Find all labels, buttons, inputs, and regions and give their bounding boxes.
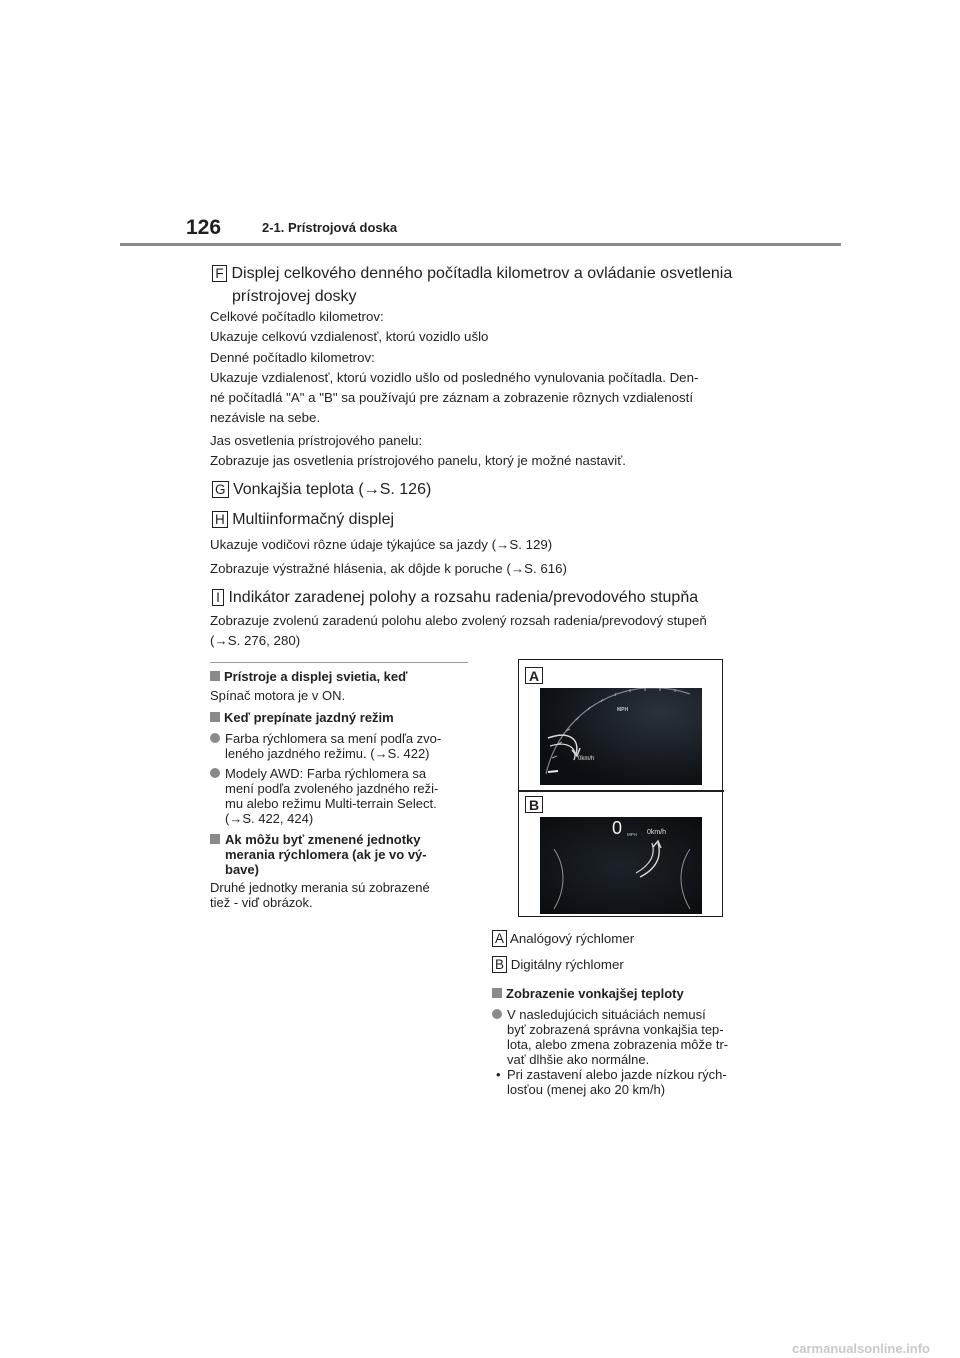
bullet-drive-mode-color bbox=[210, 731, 480, 761]
tripmeter-label: Denné počítadlo kilometrov: bbox=[210, 350, 375, 365]
caption-b-badge: B bbox=[492, 956, 507, 973]
bullet-line: Modely AWD: Farba rýchlomera sa bbox=[225, 766, 427, 781]
caption-b-text: Digitálny rýchlomer bbox=[510, 957, 624, 972]
bullet-line: Farba rýchlomera sa mení podľa zvo- bbox=[225, 731, 442, 746]
footer-watermark: carmanualsonline.info bbox=[792, 1341, 930, 1356]
tripmeter-text-2: né počítadlá "A" a "B" sa používajú pre záznam a zobrazenie rôznych vzdialeností bbox=[210, 390, 694, 405]
kmh-small-readout: 0km/h bbox=[578, 756, 595, 762]
bullet-line: mu alebo režimu Multi-terrain Select. bbox=[225, 796, 437, 811]
analog-speedometer-screen bbox=[540, 688, 702, 785]
digital-mph-unit: MPH bbox=[627, 832, 637, 837]
dot-bullet-icon bbox=[210, 733, 220, 743]
digital-speed-value: 0 bbox=[612, 818, 623, 838]
item-f-title-1: Displej celkového denného počítadla kilometrov a ovládanie osvetlenia bbox=[231, 265, 733, 282]
heading-units bbox=[210, 832, 480, 877]
heading-outside-temp: Zobrazenie vonkajšej teploty bbox=[506, 986, 684, 1001]
bullet-awd bbox=[210, 766, 480, 826]
bullet-line: lota, alebo zmena zobrazenia môže tr- bbox=[507, 1037, 729, 1052]
letter-f-badge: F bbox=[212, 265, 227, 282]
sub-bullet-line: losťou (menej ako 20 km/h) bbox=[507, 1082, 666, 1097]
figure-divider bbox=[519, 790, 724, 792]
heading-line: merania rýchlomera (ak je vo vý- bbox=[225, 847, 427, 862]
bullet-line: byť zobrazená správna vonkajšia tep- bbox=[507, 1022, 724, 1037]
item-i-title: Indikátor zaradenej polohy a rozsahu radenia/prevodového stupňa bbox=[228, 589, 699, 606]
item-g-title: Vonkajšia teplota (→S. 126) bbox=[232, 481, 432, 498]
brightness-text: Zobrazuje jas osvetlenia prístrojového panelu, ktorý je možné nastaviť. bbox=[210, 453, 626, 468]
item-g bbox=[212, 478, 431, 501]
dot-bullet-icon bbox=[210, 768, 220, 778]
left-column-divider bbox=[210, 662, 468, 663]
item-f bbox=[212, 262, 732, 308]
tripmeter-text-1: Ukazuje vzdialenosť, ktorú vozidlo ušlo od posledného vynulovania počítadla. Den- bbox=[210, 370, 699, 385]
item-h-title: Multiinformačný displej bbox=[232, 511, 395, 528]
units-line: Druhé jednotky merania sú zobrazené bbox=[210, 880, 430, 895]
heading-lights-on: Prístroje a displej svietia, keď bbox=[224, 669, 408, 684]
square-bullet-icon bbox=[210, 671, 220, 681]
bullet-line: mení podľa zvoleného jazdného reži- bbox=[225, 781, 439, 796]
item-i-text-1: Zobrazuje zvolenú zaradenú polohu alebo zvolený rozsah radenia/prevodový stupeň bbox=[210, 613, 707, 628]
item-h-text-1: Ukazuje vodičovi rôzne údaje týkajúce sa jazdy (→S. 129) bbox=[210, 537, 553, 552]
square-bullet-icon bbox=[492, 988, 502, 998]
engine-on-text: Spínač motora je v ON. bbox=[210, 688, 346, 703]
heading-line: Ak môžu byť zmenené jednotky bbox=[225, 832, 421, 847]
units-line: tiež - viď obrázok. bbox=[210, 895, 313, 910]
bullet-line: V nasledujúcich situáciách nemusí bbox=[507, 1007, 706, 1022]
letter-h-badge: H bbox=[212, 511, 228, 528]
header-rule bbox=[120, 243, 841, 246]
caption-a-text: Analógový rýchlomer bbox=[509, 931, 635, 946]
dot-bullet-icon bbox=[492, 1009, 502, 1019]
left-column bbox=[210, 669, 480, 910]
item-i bbox=[212, 586, 698, 609]
letter-i-badge: I bbox=[212, 589, 224, 606]
speedometer-figure bbox=[518, 659, 723, 917]
bullet-line: (→S. 422, 424) bbox=[225, 811, 314, 826]
paragraph-odometer bbox=[210, 307, 488, 347]
bullet-line: leného jazdného režimu. (→S. 422) bbox=[225, 746, 430, 761]
item-i-text-2: (→S. 276, 280) bbox=[210, 633, 301, 648]
item-f-title-2: prístrojovej dosky bbox=[232, 288, 357, 305]
caption-a-badge: A bbox=[492, 930, 507, 947]
bullet-temp-display bbox=[492, 1007, 762, 1067]
caption-a bbox=[492, 929, 634, 949]
tripmeter-text-3: nezávisle na sebe. bbox=[210, 410, 321, 425]
heading-line: bave) bbox=[225, 862, 259, 877]
paragraph-tripmeter bbox=[210, 348, 698, 428]
page-number: 126 bbox=[186, 216, 222, 239]
digital-kmh-readout: 0km/h bbox=[647, 829, 667, 836]
item-i-text bbox=[210, 611, 707, 651]
figure-label-b: B bbox=[525, 796, 543, 813]
sub-bullet-line: Pri zastavení alebo jazde nízkou rých- bbox=[507, 1067, 727, 1082]
item-h-text-2: Zobrazuje výstražné hlásenia, ak dôjde k poruche (→S. 616) bbox=[210, 561, 567, 576]
heading-drive-mode: Keď prepínate jazdný režim bbox=[224, 710, 394, 725]
brightness-label: Jas osvetlenia prístrojového panelu: bbox=[210, 433, 423, 448]
square-bullet-icon bbox=[210, 834, 220, 844]
figure-label-a: A bbox=[525, 667, 543, 684]
bullet-line: vať dlhšie ako normálne. bbox=[507, 1052, 650, 1067]
paragraph-brightness bbox=[210, 431, 626, 471]
odometer-label: Celkové počítadlo kilometrov: bbox=[210, 309, 384, 324]
digital-speedometer-screen bbox=[540, 817, 702, 914]
sub-bullet-low-speed bbox=[492, 1067, 762, 1097]
odometer-text: Ukazuje celkovú vzdialenosť, ktorú vozidlo ušlo bbox=[210, 329, 489, 344]
item-h bbox=[212, 508, 394, 531]
square-bullet-icon bbox=[210, 712, 220, 722]
units-text bbox=[210, 880, 480, 910]
section-title: 2-1. Prístrojová doska bbox=[262, 220, 398, 235]
mph-label: MPH bbox=[617, 707, 629, 713]
analog-speedometer-gauge bbox=[540, 688, 702, 785]
right-column bbox=[492, 986, 762, 1097]
sub-bullet-marker: • bbox=[496, 1067, 501, 1082]
caption-b bbox=[492, 955, 624, 975]
letter-g-badge: G bbox=[212, 481, 229, 498]
